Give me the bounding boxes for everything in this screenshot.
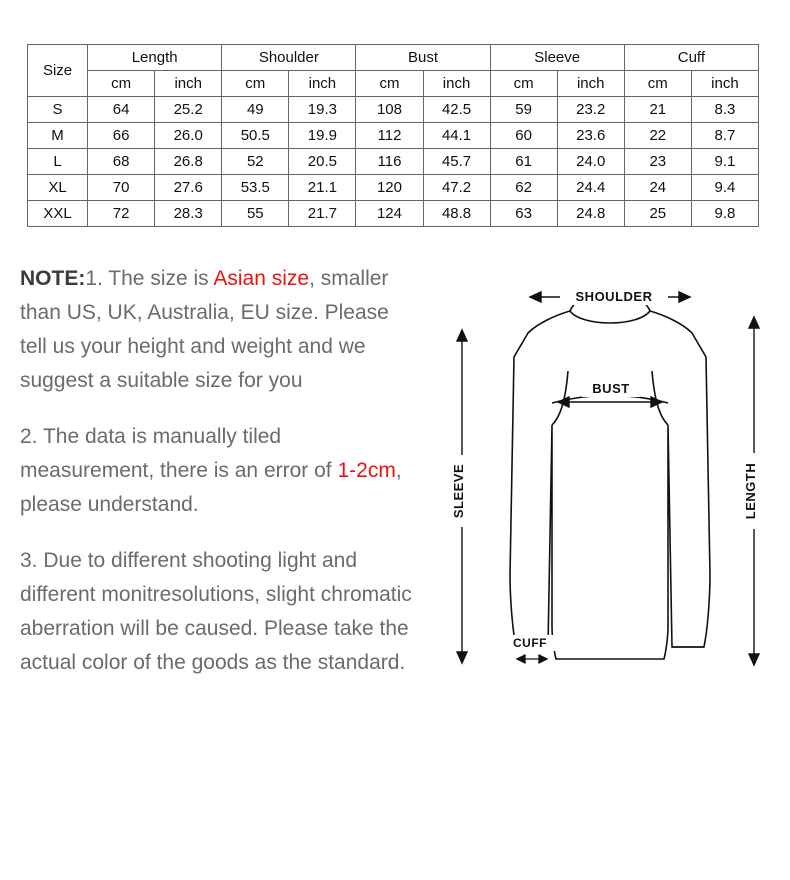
cell: 21.1 [289, 175, 356, 201]
cell: 116 [356, 149, 423, 175]
cell: 22 [624, 123, 691, 149]
cell: 72 [88, 201, 155, 227]
cell: 9.4 [691, 175, 758, 201]
table-group-bust: Bust [356, 45, 490, 71]
table-group-length: Length [88, 45, 222, 71]
unit-bust-inch: inch [423, 71, 490, 97]
unit-cuff-cm: cm [624, 71, 691, 97]
sleeve-label: SLEEVE [451, 463, 466, 519]
note-1 [20, 262, 420, 398]
unit-shoulder-inch: inch [289, 71, 356, 97]
note-2-text-b: , please understand. [20, 459, 402, 516]
table-corner-label: Size [28, 45, 88, 97]
notes-section [20, 262, 420, 702]
cell: 28.3 [155, 201, 222, 227]
unit-cuff-inch: inch [691, 71, 758, 97]
row-size-label: L [28, 149, 88, 175]
cell: 49 [222, 97, 289, 123]
size-chart-table [27, 44, 759, 227]
note-2-highlight: 1-2cm [337, 459, 396, 482]
cell: 68 [88, 149, 155, 175]
cell: 64 [88, 97, 155, 123]
cell: 48.8 [423, 201, 490, 227]
cell: 26.0 [155, 123, 222, 149]
cell: 23.2 [557, 97, 624, 123]
table-row [28, 175, 759, 201]
size-chart-table-container [27, 44, 759, 227]
row-size-label: M [28, 123, 88, 149]
unit-shoulder-cm: cm [222, 71, 289, 97]
cell: 45.7 [423, 149, 490, 175]
table-row [28, 149, 759, 175]
cell: 24.0 [557, 149, 624, 175]
cell: 108 [356, 97, 423, 123]
cell: 112 [356, 123, 423, 149]
cell: 52 [222, 149, 289, 175]
cell: 23 [624, 149, 691, 175]
unit-length-inch: inch [155, 71, 222, 97]
cell: 27.6 [155, 175, 222, 201]
cell: 19.3 [289, 97, 356, 123]
note-prefix: NOTE: [20, 267, 86, 290]
table-row [28, 97, 759, 123]
row-size-label: XL [28, 175, 88, 201]
unit-length-cm: cm [88, 71, 155, 97]
table-group-sleeve: Sleeve [490, 45, 624, 71]
cell: 20.5 [289, 149, 356, 175]
cell: 124 [356, 201, 423, 227]
cell: 50.5 [222, 123, 289, 149]
cell: 120 [356, 175, 423, 201]
unit-sleeve-cm: cm [490, 71, 557, 97]
cell: 62 [490, 175, 557, 201]
note-1-text-a: 1. The size is [85, 267, 214, 290]
cell: 25 [624, 201, 691, 227]
cell: 59 [490, 97, 557, 123]
table-group-cuff: Cuff [624, 45, 758, 71]
bust-label: BUST [592, 381, 630, 396]
cell: 44.1 [423, 123, 490, 149]
row-size-label: S [28, 97, 88, 123]
table-header-groups [28, 45, 759, 71]
cuff-label: CUFF [513, 636, 547, 650]
note-2 [20, 420, 420, 522]
cell: 24.8 [557, 201, 624, 227]
cell: 42.5 [423, 97, 490, 123]
cell: 47.2 [423, 175, 490, 201]
cell: 19.9 [289, 123, 356, 149]
cell: 63 [490, 201, 557, 227]
note-1-highlight: Asian size [213, 267, 310, 290]
cell: 66 [88, 123, 155, 149]
shoulder-label: SHOULDER [575, 289, 653, 304]
unit-sleeve-inch: inch [557, 71, 624, 97]
length-label: LENGTH [743, 462, 758, 520]
cell: 24.4 [557, 175, 624, 201]
note-3: 3. Due to different shooting light and different monitresolutions, slight chromatic aberration will be caused. Please take the actual color of the goods as the standard. [20, 549, 412, 674]
table-group-shoulder: Shoulder [222, 45, 356, 71]
table-row [28, 201, 759, 227]
cell: 70 [88, 175, 155, 201]
cell: 8.7 [691, 123, 758, 149]
cell: 55 [222, 201, 289, 227]
cell: 8.3 [691, 97, 758, 123]
table-row [28, 123, 759, 149]
note-1-text-b: , smaller than US, UK, Australia, EU size. Please tell us your height and weight and we suggest a suitable size for you [20, 267, 389, 392]
table-header-units [28, 71, 759, 97]
garment-measurement-diagram [410, 275, 780, 695]
cell: 26.8 [155, 149, 222, 175]
cell: 24 [624, 175, 691, 201]
cell: 60 [490, 123, 557, 149]
cell: 25.2 [155, 97, 222, 123]
note-2-text-a: 2. The data is manually tiled measurement, there is an error of [20, 425, 338, 482]
cell: 9.1 [691, 149, 758, 175]
cell: 9.8 [691, 201, 758, 227]
cell: 23.6 [557, 123, 624, 149]
cell: 21 [624, 97, 691, 123]
cell: 21.7 [289, 201, 356, 227]
cell: 53.5 [222, 175, 289, 201]
cell: 61 [490, 149, 557, 175]
row-size-label: XXL [28, 201, 88, 227]
unit-bust-cm: cm [356, 71, 423, 97]
